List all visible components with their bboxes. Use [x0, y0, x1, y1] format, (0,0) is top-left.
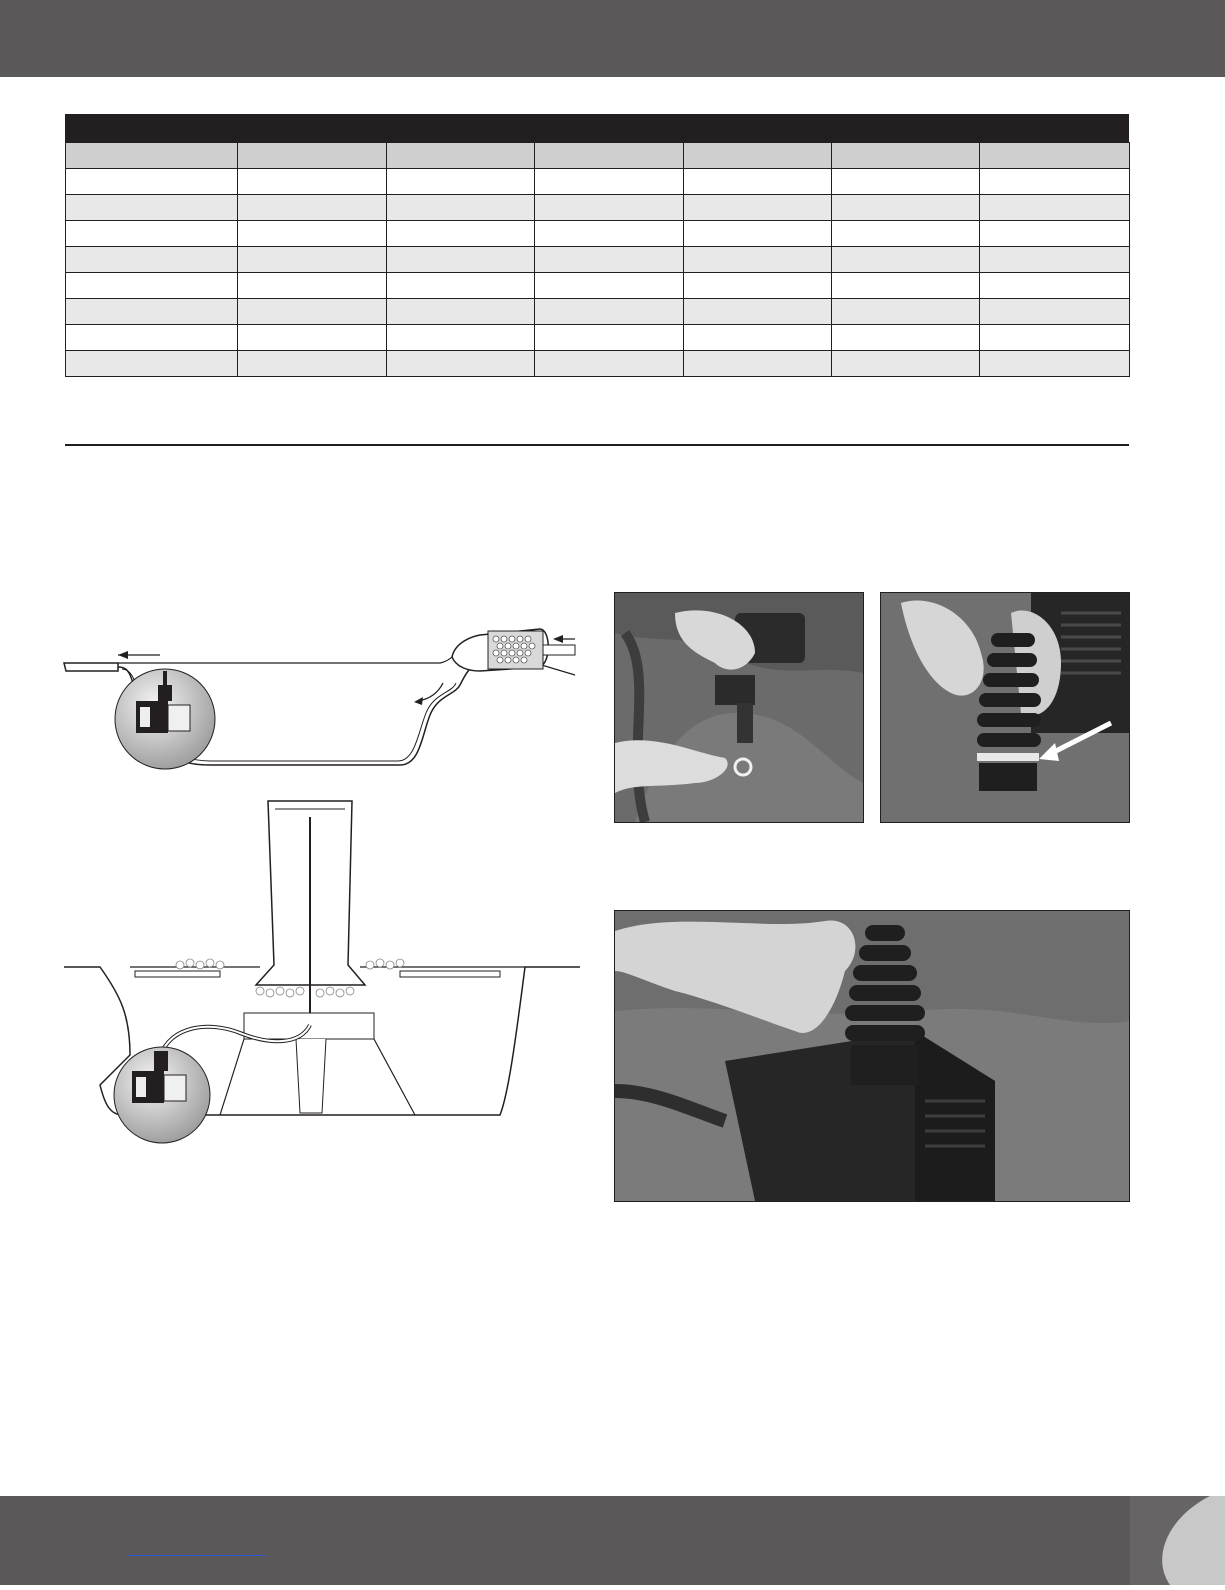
- table-cell: [684, 221, 832, 247]
- table-cell: [387, 195, 535, 221]
- column-header-row: [66, 143, 1130, 169]
- table-cell: [832, 169, 980, 195]
- table-cell: [535, 143, 684, 169]
- table-cell: [387, 351, 535, 377]
- table-cell: [980, 169, 1130, 195]
- footer-bar: [0, 1496, 1225, 1585]
- table-row: [66, 195, 1130, 221]
- table-cell: [535, 351, 684, 377]
- table-cell: [66, 351, 238, 377]
- table-cell: [684, 351, 832, 377]
- table-cell: [535, 299, 684, 325]
- fountain-diagram: [60, 795, 585, 1145]
- table-cell: [238, 143, 387, 169]
- table-cell: [684, 143, 832, 169]
- table-cell: [238, 247, 387, 273]
- table-cell: [535, 195, 684, 221]
- table-cell: [66, 247, 238, 273]
- table-cell: [238, 195, 387, 221]
- table-row: [66, 247, 1130, 273]
- photo-c: [614, 910, 1130, 1202]
- table-row: [66, 169, 1130, 195]
- specification-table: [65, 114, 1129, 377]
- table-cell: [535, 169, 684, 195]
- table-cell: [387, 221, 535, 247]
- table-cell: [684, 169, 832, 195]
- table-cell: [684, 247, 832, 273]
- table-cell: [66, 169, 238, 195]
- table-row: [66, 273, 1130, 299]
- table-cell: [684, 273, 832, 299]
- table-cell: [238, 299, 387, 325]
- table-cell: [535, 273, 684, 299]
- table-cell: [832, 299, 980, 325]
- table-cell: [66, 195, 238, 221]
- table-cell: [238, 221, 387, 247]
- table-cell: [832, 143, 980, 169]
- table-cell: [980, 143, 1130, 169]
- table-cell: [66, 273, 238, 299]
- table-cell: [535, 325, 684, 351]
- footer-tab: [1130, 1496, 1225, 1585]
- table-cell: [832, 221, 980, 247]
- table-cell: [832, 273, 980, 299]
- table-cell: [66, 299, 238, 325]
- table-cell: [66, 325, 238, 351]
- table-title-bar: [65, 114, 1129, 142]
- filter-unit: [452, 629, 575, 671]
- section-divider: [65, 444, 1129, 446]
- table-cell: [980, 221, 1130, 247]
- table-cell: [387, 273, 535, 299]
- table-cell: [387, 325, 535, 351]
- table-cell: [832, 195, 980, 221]
- table-cell: [684, 299, 832, 325]
- pond-diagram: [60, 615, 585, 775]
- table-cell: [387, 143, 535, 169]
- table-cell: [980, 195, 1130, 221]
- table-cell: [980, 299, 1130, 325]
- table-cell: [980, 273, 1130, 299]
- pump-callout-2: [114, 1047, 210, 1143]
- table-cell: [684, 195, 832, 221]
- table-cell: [684, 325, 832, 351]
- photo-b: [880, 592, 1130, 823]
- table-row: [66, 351, 1130, 377]
- footer-link-underline[interactable]: [128, 1555, 265, 1556]
- drop-logo-icon: [1130, 1496, 1225, 1585]
- table-cell: [980, 247, 1130, 273]
- table-cell: [980, 325, 1130, 351]
- table-cell: [238, 351, 387, 377]
- table-body: [65, 142, 1130, 377]
- pump-callout: [115, 669, 215, 769]
- table-cell: [980, 351, 1130, 377]
- table-cell: [832, 351, 980, 377]
- table-row: [66, 299, 1130, 325]
- table-cell: [387, 299, 535, 325]
- table-cell: [832, 247, 980, 273]
- table-cell: [535, 221, 684, 247]
- table-cell: [238, 325, 387, 351]
- table-row: [66, 325, 1130, 351]
- table-cell: [66, 221, 238, 247]
- table-cell: [66, 143, 238, 169]
- table-row: [66, 221, 1130, 247]
- table-cell: [832, 325, 980, 351]
- table-cell: [238, 169, 387, 195]
- header-bar: [0, 0, 1225, 77]
- table-cell: [238, 273, 387, 299]
- table-cell: [387, 247, 535, 273]
- table-cell: [535, 247, 684, 273]
- table-cell: [387, 169, 535, 195]
- photo-a: [614, 592, 864, 823]
